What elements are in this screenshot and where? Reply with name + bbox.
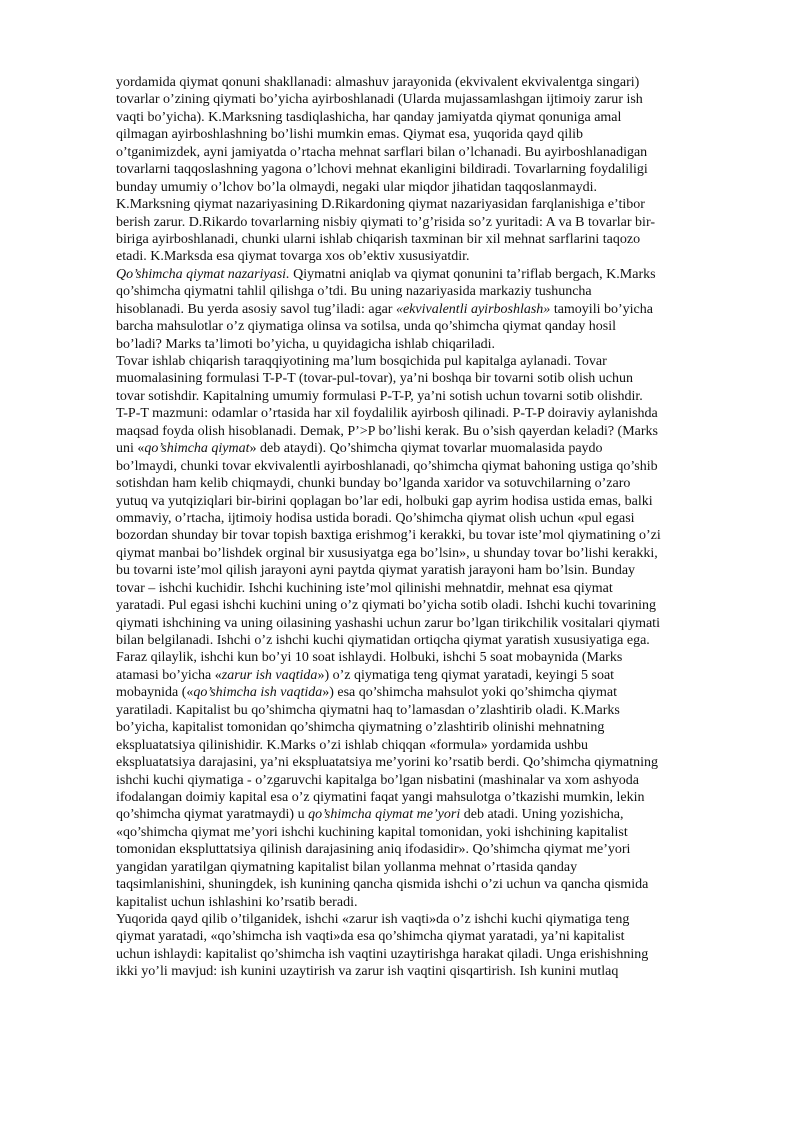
text-line (116, 580, 716, 597)
text-line (116, 266, 716, 283)
text-segment: bunday umumiy o’lchov bo’la olmaydi, negaki ular miqdor jihatidan taqqoslanmaydi. (116, 179, 597, 195)
text-line (116, 283, 716, 300)
text-line (116, 562, 716, 579)
text-segment: maqsad foyda olish hisoblanadi. Demak, P’>P bo’lishi kerak. Bu o’sish qayerdan keladi? (Marks (116, 423, 658, 439)
text-segment: K.Marksning qiymat nazariyasining D.Rikardoning qiymat nazariyasidan farqlanishiga e’tibor (116, 197, 645, 213)
text-line (116, 894, 716, 911)
text-segment: ») esa qo’shimcha mahsulot yoki qo’shimcha qiymat (322, 685, 617, 701)
text-line (116, 196, 716, 213)
text-segment: qiymati ishchining va uning oilasining yashashi uchun zarur bo’lgan tirikchilik vositalari qiymati (116, 615, 660, 631)
text-line (116, 859, 716, 876)
text-segment: » deb ataydi). Qo’shimcha qiymat tovarlar muomalasida paydo (249, 441, 603, 457)
text-line (116, 109, 716, 126)
text-line (116, 179, 716, 196)
text-line (116, 91, 716, 108)
text-segment: yutuq va yutqiziqlari bir-birini qoplagan bo’lar edi, holbuki gap ayrim hodisa ustida emas, balki (116, 493, 653, 509)
text-segment: bu tovarni iste’mol qilish jarayoni ayni paytda qiymat yaratish jarayoni ham bo’lsin. Bunday (116, 563, 636, 579)
text-segment: Yuqorida qayd qilib o’tilganidek, ishchi «zarur ish vaqti»da o’z ishchi kuchi qiymatiga teng (116, 912, 630, 927)
text-line (116, 737, 716, 754)
text-segment: biriga ayirboshlanadi, chunki ularni ishlab chiqarish taxminan bir xil mehnat sarflarini taqozo (116, 231, 641, 247)
text-line (116, 963, 716, 980)
text-segment: berish zarur. D.Rikardo tovarlarning nisbiy qiymati to’g’risida so’z yuritadi: A va B tovarlar bir- (116, 214, 655, 230)
text-segment: etadi. K.Marksda esa qiymat tovarga xos ob’ektiv xususiyatdir. (116, 249, 470, 265)
text-segment: kapitalist uchun ishlashini ko’rsatib beradi. (116, 894, 358, 910)
document-body (116, 74, 716, 981)
text-line (116, 702, 716, 719)
text-segment: bozordan shunday bir tovar topish baxtiga erishmog’i kerakki, bu tovar iste’mol qiymatining o’zi (116, 528, 661, 544)
italic-text-segment: qo’shimcha qiymat (144, 441, 250, 457)
text-segment: taqsimlanishini, shuningdek, ish kunining qancha qismida ishchi o’zi uchun va qancha qismida (116, 877, 649, 893)
text-line (116, 928, 716, 945)
text-line (116, 772, 716, 789)
text-segment: T-P-T mazmuni: odamlar o’rtasida har xil foydalilik ayirbosh qilinadi. P-T-P doiraviy aylanishda (116, 406, 658, 422)
text-segment: Tovar ishlab chiqarish taraqqiyotining ma’lum bosqichida pul kapitalga aylanadi. Tovar (116, 354, 607, 369)
text-line (116, 911, 716, 928)
text-line (116, 719, 716, 736)
text-line (116, 231, 716, 248)
text-segment: hisoblanadi. Bu yerda asosiy savol tug’iladi: agar (116, 301, 396, 317)
text-segment: qiymat manbai bo’lishdek orginal bir xususiyatga ega bo’lsin», u shunday tovar bo’lishi kerakki, (116, 545, 658, 561)
italic-text-segment: Qo’shimcha qiymat nazariyasi. (116, 266, 290, 282)
text-segment: muomalasining formulasi T-P-T (tovar-pul-tovar), ya’ni boshqa bir tovarni sotib olish uchun (116, 371, 633, 387)
text-segment: uni « (116, 441, 145, 457)
text-segment: ishchi kuchi qiymatiga - o’zgaruvchi kapitalga bo’lgan nisbatini (mashinalar va xom ashyoda (116, 772, 639, 788)
text-segment: qiymat yaratadi, «qo’shimcha ish vaqti»da esa qo’shimcha qiymat yaratadi, ya’ni kapitalist (116, 929, 625, 945)
text-line (116, 527, 716, 544)
text-line (116, 841, 716, 858)
text-segment: bilan belgilanadi. Ishchi o’z ishchi kuchi qiymatidan ortiqcha qiymat yaratish xususiyatiga ega. (116, 633, 650, 648)
text-segment: atamasi bo’yicha « (116, 667, 222, 683)
text-segment: tamoyili bo’yicha (550, 301, 653, 317)
text-segment: ifodalangan doimiy kapital esa o’z qiymatini faqat yangi mahsulotga o’tkazishi mumkin, lekin (116, 789, 645, 805)
text-line (116, 214, 716, 231)
text-line (116, 301, 716, 318)
text-segment: Faraz qilaylik, ishchi kun bo’yi 10 soat ishlaydi. Holbuki, ishchi 5 soat mobaynida (Marks (116, 650, 623, 666)
text-line (116, 632, 716, 649)
text-line (116, 684, 716, 701)
text-segment: tomonidan ekspluttatsiya qilinish darajasining aniq ifodasidir». Qo’shimcha qiymat me’yori (116, 842, 631, 858)
italic-text-segment: zarur ish vaqtida (221, 667, 318, 683)
text-segment: yaratadi. Pul egasi ishchi kuchini uning o’z qiymati bo’yicha sotib oladi. Ishchi kuchi tovarining (116, 598, 657, 614)
text-segment: barcha mahsulotlar o’z qiymatiga olinsa va sotilsa, unda qo’shimcha qiymat qanday hosil (116, 319, 616, 335)
text-segment: ekspluatatsiya darajasini, ya’ni ekspluatatsiya me’yorini ko’rsatib berdi. Qo’shimcha qiymatning (116, 755, 658, 771)
text-line (116, 597, 716, 614)
text-line (116, 754, 716, 771)
text-segment: ikki yo’li mavjud: ish kunini uzaytirish va zarur ish vaqtini qisqartirish. Ish kunini mutlaq (116, 964, 619, 980)
text-segment: uchun ishlaydi: kapitalist qo’shimcha ish vaqtini uzaytirishga harakat qiladi. Unga erishishning (116, 946, 649, 962)
text-segment: yangidan yaratilgan qiymatning kapitalist bilan yollanma mehnat o’rtasida qanday (116, 859, 578, 875)
italic-text-segment: qo’shimcha qiymat me’yori (308, 807, 461, 823)
text-segment: ekspluatatsiya qilinishidir. K.Marks o’zi ishlab chiqqan «formula» yordamida ushbu (116, 737, 589, 753)
text-segment: yaratiladi. Kapitalist bu qo’shimcha qiymatni haq to’lamasdan o’zlashtirib oladi. K.Marks (116, 702, 620, 718)
text-line (116, 336, 716, 353)
italic-text-segment: «ekvivalentli ayirboshlash» (395, 301, 551, 317)
text-segment: tovar – ishchi kuchidir. Ishchi kuchining iste’mol qilinishi mehnatdir, mehnat esa qiymat (116, 580, 613, 596)
text-line (116, 440, 716, 457)
text-line (116, 510, 716, 527)
text-segment: tovarlarni taqqoslashning yagona o’lchovi mehnat ekanligini bildiradi. Tovarlarning foydaliligi (116, 162, 648, 178)
text-line (116, 876, 716, 893)
text-segment: deb atadi. Uning yozishicha, (460, 807, 624, 823)
text-line (116, 144, 716, 161)
text-segment: bo’lmaydi, chunki tovar ekvivalentli ayirboshlanadi, qo’shimcha qiymat bahoning ustiga qo’shib (116, 458, 658, 474)
text-line (116, 423, 716, 440)
text-line (116, 946, 716, 963)
text-segment: bo’yicha, kapitalist tomonidan qo’shimcha qiymatning o’zlashtirib olinishi mehnatning (116, 720, 605, 736)
text-line (116, 493, 716, 510)
text-line (116, 649, 716, 666)
text-line (116, 458, 716, 475)
text-line (116, 475, 716, 492)
text-line (116, 161, 716, 178)
text-segment: ») o’z qiymatiga teng qiymat yaratadi, keyingi 5 soat (317, 667, 615, 683)
text-line (116, 615, 716, 632)
text-line (116, 545, 716, 562)
text-segment: o’tganimizdek, ayni jamiyatda o’rtacha mehnat sarflari bilan o’lchanadi. Bu ayirboshlanadigan (116, 144, 648, 160)
text-segment: «qo’shimcha qiymat me’yori ishchi kuchining kapital tomonidan, yoki ishchining kapitalist (116, 824, 628, 840)
text-line (116, 667, 716, 684)
text-segment: tovar sotishdir. Kapitalning umumiy formulasi P-T-P, ya’ni sotish uchun tovarni sotib olishdir. (116, 388, 643, 404)
text-segment: qo’shimcha qiymat yaratmaydi) u (116, 807, 309, 823)
text-line (116, 388, 716, 405)
text-line (116, 74, 716, 91)
text-segment: vaqti bo’yicha). K.Marksning tasdiqlashicha, har qanday jamiyatda qiymat qonuniga amal (116, 109, 622, 125)
text-segment: Qiymatni aniqlab va qiymat qonunini ta’riflab bergach, K.Marks (289, 266, 656, 282)
text-line (116, 370, 716, 387)
text-line (116, 353, 716, 370)
text-line (116, 806, 716, 823)
text-segment: mobaynida (« (116, 685, 194, 701)
text-segment: sotishdan ham kelib chiqmaydi, chunki bunday bo’lganda xaridor va sotuvchilarning o’zaro (116, 476, 631, 492)
text-segment: qo’shimcha qiymatni tahlil qilishga o’tdi. Bu uning nazariyasida markaziy tushuncha (116, 284, 592, 300)
italic-text-segment: qo’shimcha ish vaqtida (193, 685, 323, 701)
text-line (116, 789, 716, 806)
text-line (116, 248, 716, 265)
text-segment: tovarlar o’zining qiymati bo’yicha ayirboshlanadi (Ularda mujassamlashgan ijtimoiy zarur ish (116, 92, 643, 108)
text-segment: qilmagan ayirboshlashning bo’lishi mumkin emas. Qiymat esa, yuqorida qayd qilib (116, 127, 583, 143)
text-segment: yordamida qiymat qonuni shakllanadi: almashuv jarayonida (ekvivalent ekvivalentga singari) (116, 75, 640, 90)
text-line (116, 405, 716, 422)
text-segment: ommaviy, o’rtacha, ijtimoiy hodisa ustida boradi. Qo’shimcha qiymat olish uchun «pul egasi (116, 510, 635, 526)
text-line (116, 318, 716, 335)
text-segment: bo’ladi? Marks ta’limoti bo’yicha, u quyidagicha ishlab chiqariladi. (116, 336, 496, 352)
text-line (116, 126, 716, 143)
text-line (116, 824, 716, 841)
